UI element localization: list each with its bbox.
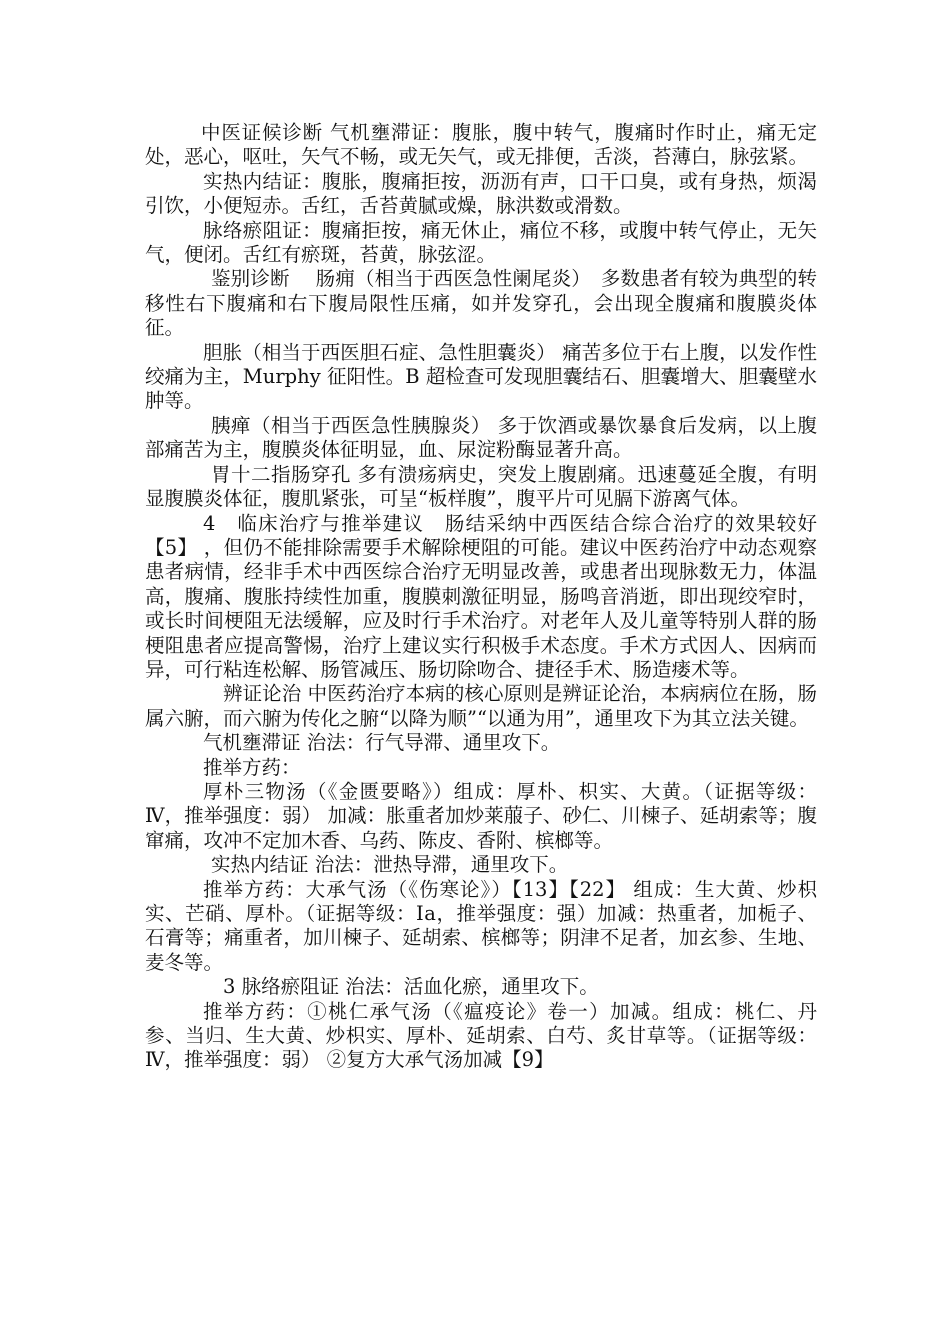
paragraph-syndrome-treatment: 辨证论治 中医药治疗本病的核心原则是辨证论治，本病病位在肠，肠属六腑，而六腑为传化之腑“以降为顺”“以通为用”，通里攻下为其立法关键。 <box>145 682 817 730</box>
paragraph-qiji-method: 气机壅滞证 治法：行气导滞、通里攻下。 <box>203 731 561 755</box>
paragraph-recommend-label: 推举方药： <box>203 755 301 779</box>
paragraph-mailuo-method: 3 脉络瘀阻证 治法：活血化瘀，通里攻下。 <box>223 975 599 999</box>
paragraph-shire-method: 实热内结证 治法：泄热导滞，通里攻下。 <box>211 853 569 877</box>
paragraph-clinical-treatment: 4 临床治疗与推举建议 肠结采纳中西医结合综合治疗的效果较好【5】 ，但仍不能排除需要手术解除梗阻的可能。建议中医药治疗中动态观察患者病情，经非手术中西医综合治疗无明显改善，或患者出现脉数无力，体温高，腹痛、腹胀持续性加重，腹膜刺激征明显，肠鸣音消逝，即出现绞窄时，或长时间梗阻无法缓解，应及时行手术治疗。对老年人及儿童等特别人群的肠梗阻患者应提高警惕，治疗上建议实行积极手术态度。手术方式因人、因病而异，可行粘连松解、肠管减压、肠切除吻合、捷径手术、肠造瘘术等。 <box>145 511 817 681</box>
paragraph-dachengqi-formula: 推举方药：大承气汤（《伤寒论》）【13】【22】 组成：生大黄、炒枳实、芒硝、厚朴。（证据等级：Ⅰa，推举强度：强）加减：热重者，加栀子、石膏等；痛重者，加川楝子、延胡索、槟榔等；阴津不足者，加玄参、生地、麦冬等。 <box>145 877 817 974</box>
paragraph-mailuo-diagnosis: 脉络瘀阻证：腹痛拒按，痛无休止，痛位不移，或腹中转气停止，无矢气，便闭。舌红有瘀斑，苔黄，脉弦涩。 <box>145 218 817 267</box>
paragraph-taoren-formula: 推举方药：①桃仁承气汤（《瘟疫论》卷一）加减。组成：桃仁、丹参、当归、生大黄、炒枳实、厚朴、延胡索、白芍、炙甘草等。（证据等级：Ⅳ，推举强度：弱） ②复方大承气汤加减【9】 <box>145 999 817 1072</box>
paragraph-danzhang: 胆胀（相当于西医胆石症、急性胆囊炎） 痛苦多位于右上腹，以发作性绞痛为主，Murphy 征阳性。B 超检查可发现胆囊结石、胆囊增大、胆囊壁水肿等。 <box>145 340 817 413</box>
paragraph-shire-diagnosis: 实热内结证：腹胀，腹痛拒按，沥沥有声，口干口臭，或有身热，烦渴引饮，小便短赤。舌红，舌苔黄腻或燥，脉洪数或滑数。 <box>145 169 817 218</box>
paragraph-perforation: 胃十二指肠穿孔 多有溃疡病史，突发上腹剧痛。迅速蔓延全腹，有明显腹膜炎体征，腹肌紧张，可呈“板样腹”，腹平片可见膈下游离气体。 <box>145 462 817 511</box>
document-page <box>145 121 817 1073</box>
paragraph-differential-changyong: 鉴别诊断 肠痈（相当于西医急性阑尾炎） 多数患者有较为典型的转移性右下腹痛和右下腹局限性压痛，如并发穿孔，会出现全腹痛和腹膜炎体征。 <box>145 267 817 340</box>
paragraph-yidan: 胰瘅（相当于西医急性胰腺炎） 多于饮酒或暴饮暴食后发病，以上腹部痛苦为主，腹膜炎体征明显，血、尿淀粉酶显著升高。 <box>145 413 817 462</box>
paragraph-houpo-formula: 厚朴三物汤（《金匮要略》）组成：厚朴、枳实、大黄。（证据等级：Ⅳ，推举强度：弱） 加减：胀重者加炒莱菔子、砂仁、川楝子、延胡索等；腹窜痛，攻冲不定加木香、乌药、陈皮、香附、槟榔等。 <box>145 779 817 852</box>
paragraph-qiji-diagnosis: 中医证候诊断 气机壅滞证：腹胀，腹中转气，腹痛时作时止，痛无定处，恶心，呕吐，矢气不畅，或无矢气，或无排便，舌淡，苔薄白，脉弦紧。 <box>145 121 817 169</box>
